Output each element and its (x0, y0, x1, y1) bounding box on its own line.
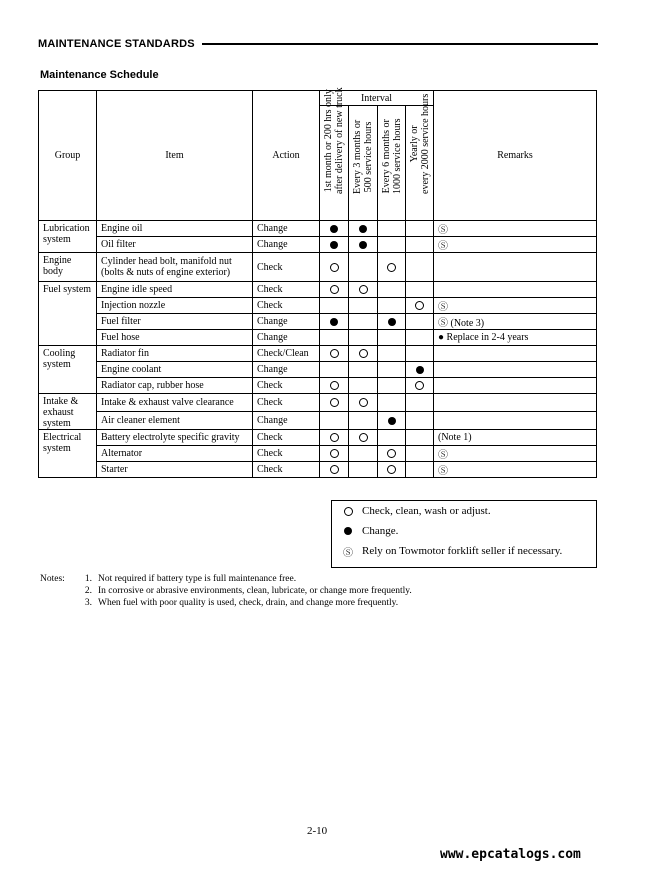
item-cell: Fuel hose (97, 330, 253, 346)
interval-cell (349, 446, 378, 462)
table-row (39, 362, 597, 378)
legend-seller-text: Rely on Towmotor forklift seller if necessary. (362, 545, 563, 557)
filled-circle-icon (359, 241, 367, 249)
filled-circle-icon (388, 417, 396, 425)
interval-cell (320, 362, 349, 378)
interval-cell (320, 298, 349, 314)
page-number: 2-10 (307, 825, 328, 837)
group-cell: Engine body (39, 253, 97, 282)
open-circle-icon (330, 381, 339, 390)
interval-cell (320, 314, 349, 330)
item-cell: Radiator fin (97, 346, 253, 362)
open-circle-icon (415, 381, 424, 390)
interval-cell (349, 462, 378, 478)
legend-check-text: Check, clean, wash or adjust. (362, 505, 491, 517)
interval-cell (378, 446, 406, 462)
interval-cell (349, 221, 378, 237)
action-cell: Change (253, 314, 320, 330)
legend-box (331, 500, 597, 568)
remarks-cell (434, 253, 597, 282)
interval-cell (349, 298, 378, 314)
filled-circle-icon (388, 318, 396, 326)
table-row (39, 430, 597, 446)
interval-cell (349, 430, 378, 446)
interval-cell (378, 282, 406, 298)
interval-cell (406, 330, 434, 346)
table-row (39, 412, 597, 430)
table-row (39, 253, 597, 282)
action-cell: Check (253, 394, 320, 412)
group-cell: Fuel system (39, 282, 97, 346)
note-2: In corrosive or abrasive environments, clean, lubricate, or change more frequently. (98, 586, 412, 596)
action-cell: Check (253, 462, 320, 478)
interval-cell (406, 237, 434, 253)
item-cell: Fuel filter (97, 314, 253, 330)
interval-cell (349, 394, 378, 412)
item-cell: Engine idle speed (97, 282, 253, 298)
item-cell: Oil filter (97, 237, 253, 253)
group-cell: Intake & exhaust system (39, 394, 97, 430)
interval-cell (406, 362, 434, 378)
interval-cell (320, 237, 349, 253)
open-circle-icon (359, 349, 368, 358)
item-cell: Radiator cap, rubber hose (97, 378, 253, 394)
open-circle-icon (330, 465, 339, 474)
action-cell: Check (253, 446, 320, 462)
interval-cell (378, 394, 406, 412)
action-cell: Check/Clean (253, 346, 320, 362)
interval-cell (406, 253, 434, 282)
table-row (39, 282, 597, 298)
item-cell: Air cleaner element (97, 412, 253, 430)
interval-cell (349, 346, 378, 362)
action-cell: Check (253, 282, 320, 298)
item-cell: Engine oil (97, 221, 253, 237)
interval-cell (320, 378, 349, 394)
open-circle-icon (330, 263, 339, 272)
interval-cell (320, 462, 349, 478)
filled-circle-icon (359, 225, 367, 233)
notes-label: Notes: (40, 574, 65, 584)
interval-cell (406, 462, 434, 478)
table-row (39, 378, 597, 394)
legend-change-text: Change. (362, 525, 399, 537)
remarks-cell (434, 221, 597, 237)
notes: Notes: 1. Not required if battery type is full maintenance free. 2. In corrosive or abrasive environments, clean, lubricate, or change more frequently. 3. When fuel with poor quality is used, check, drain, and change more frequently. (40, 574, 412, 608)
table-row (39, 314, 597, 330)
action-cell: Change (253, 412, 320, 430)
interval-cell (406, 412, 434, 430)
interval-cell (406, 282, 434, 298)
header-rule (202, 43, 598, 45)
note-3: When fuel with poor quality is used, check, drain, and change more frequently. (98, 598, 399, 608)
interval-cell (378, 412, 406, 430)
legend-check (342, 504, 491, 518)
open-circle-icon (387, 465, 396, 474)
remarks-cell: Ⓢ (Note 3) (434, 314, 597, 330)
note-1: Not required if battery type is full maintenance free. (98, 574, 297, 584)
open-circle-icon (359, 285, 368, 294)
remarks-cell (434, 282, 597, 298)
interval-cell (349, 282, 378, 298)
header-interval-line: 1st month or 200 hrs only (323, 89, 334, 193)
item-cell: Battery electrolyte specific gravity (97, 430, 253, 446)
item-cell: Starter (97, 462, 253, 478)
open-circle-icon (330, 285, 339, 294)
table-row (39, 298, 597, 314)
action-cell: Change (253, 362, 320, 378)
interval-cell (378, 237, 406, 253)
interval-cell (378, 330, 406, 346)
header-group: Group (39, 91, 97, 221)
filled-circle-icon (344, 527, 352, 535)
group-cell: Lubrication system (39, 221, 97, 253)
remarks-cell (434, 394, 597, 412)
header-action: Action (253, 91, 320, 221)
open-circle-icon (344, 507, 353, 516)
action-cell: Check (253, 430, 320, 446)
interval-cell (378, 346, 406, 362)
open-circle-icon (387, 263, 396, 272)
interval-cell (320, 446, 349, 462)
interval-cell (349, 330, 378, 346)
interval-cell (406, 221, 434, 237)
item-cell: Injection nozzle (97, 298, 253, 314)
header-interval-line: Every 3 months or (352, 119, 363, 194)
interval-cell (406, 378, 434, 394)
interval-cell (378, 378, 406, 394)
table-row (39, 330, 597, 346)
interval-cell (378, 298, 406, 314)
table-row (39, 446, 597, 462)
remarks-cell (434, 462, 597, 478)
item-cell: Engine coolant (97, 362, 253, 378)
remarks-cell (434, 378, 597, 394)
interval-cell (378, 314, 406, 330)
open-circle-icon (330, 449, 339, 458)
interval-cell (378, 253, 406, 282)
action-cell: Check (253, 378, 320, 394)
item-cell: Intake & exhaust valve clearance (97, 394, 253, 412)
group-cell: Electrical system (39, 430, 97, 478)
interval-cell (349, 253, 378, 282)
remarks-cell (434, 237, 597, 253)
open-circle-icon (330, 398, 339, 407)
interval-cell (320, 282, 349, 298)
header-interval-2 (349, 106, 378, 221)
table-row (39, 346, 597, 362)
interval-cell (349, 412, 378, 430)
interval-cell (378, 221, 406, 237)
circled-s-icon: Ⓢ (438, 450, 448, 461)
item-cell: Alternator (97, 446, 253, 462)
interval-cell (320, 430, 349, 446)
open-circle-icon (359, 398, 368, 407)
watermark: www.epcatalogs.com (440, 847, 581, 862)
remarks-cell: (Note 1) (434, 430, 597, 446)
interval-cell (406, 394, 434, 412)
legend-change (342, 524, 398, 538)
header-interval-3 (378, 106, 406, 221)
interval-cell (349, 378, 378, 394)
table-row (39, 237, 597, 253)
item-cell: Cylinder head bolt, manifold nut (bolts & nuts of engine exterior) (97, 253, 253, 282)
section-title: Maintenance Schedule (40, 69, 159, 81)
legend-seller (342, 544, 562, 558)
header-interval: Interval (320, 91, 434, 106)
open-circle-icon (387, 449, 396, 458)
filled-circle-icon (330, 241, 338, 249)
interval-cell (320, 412, 349, 430)
action-cell: Change (253, 221, 320, 237)
remarks-cell (434, 412, 597, 430)
header-remarks: Remarks (434, 91, 597, 221)
circled-s-icon: Ⓢ (438, 225, 448, 236)
circled-s-icon: Ⓢ (343, 547, 353, 559)
header-interval-line: after delivery of new truck (334, 87, 345, 194)
header-interval-1 (320, 87, 349, 221)
open-circle-icon (330, 433, 339, 442)
open-circle-icon (359, 433, 368, 442)
action-cell: Check (253, 253, 320, 282)
header-item: Item (97, 91, 253, 221)
remarks-cell (434, 446, 597, 462)
interval-cell (378, 462, 406, 478)
action-cell: Change (253, 237, 320, 253)
interval-cell (406, 446, 434, 462)
interval-cell (378, 362, 406, 378)
header-interval-4 (406, 93, 434, 221)
interval-cell (320, 394, 349, 412)
group-cell: Cooling system (39, 346, 97, 394)
header-interval-line: 500 service hours (363, 121, 374, 193)
interval-cell (406, 346, 434, 362)
remarks-cell (434, 298, 597, 314)
filled-circle-icon (330, 225, 338, 233)
remarks-cell (434, 346, 597, 362)
interval-cell (378, 430, 406, 446)
interval-cell (406, 298, 434, 314)
header-interval-line: Every 6 months or (380, 119, 392, 194)
interval-cell (320, 330, 349, 346)
interval-cell (349, 314, 378, 330)
open-circle-icon (415, 301, 424, 310)
interval-cell (349, 362, 378, 378)
table-row (39, 462, 597, 478)
interval-cell (320, 253, 349, 282)
header-interval-line: 1000 service hours (391, 118, 403, 194)
circled-s-icon: Ⓢ (438, 318, 448, 329)
remarks-cell: ● Replace in 2-4 years (434, 330, 597, 346)
filled-circle-icon (416, 366, 424, 374)
remarks-cell (434, 362, 597, 378)
interval-cell (406, 314, 434, 330)
page-header-title: MAINTENANCE STANDARDS (38, 38, 195, 50)
circled-s-icon: Ⓢ (438, 302, 448, 313)
interval-cell (406, 430, 434, 446)
interval-cell (320, 346, 349, 362)
open-circle-icon (330, 349, 339, 358)
circled-s-icon: Ⓢ (438, 241, 448, 252)
header-interval-line: Yearly or (408, 125, 420, 163)
table-row (39, 394, 597, 412)
interval-cell (320, 221, 349, 237)
action-cell: Check (253, 298, 320, 314)
maintenance-schedule-table (38, 87, 597, 478)
filled-circle-icon (330, 318, 338, 326)
circled-s-icon: Ⓢ (438, 466, 448, 477)
action-cell: Change (253, 330, 320, 346)
table-row (39, 221, 597, 237)
interval-cell (349, 237, 378, 253)
header-interval-line: every 2000 service hours (419, 93, 431, 194)
